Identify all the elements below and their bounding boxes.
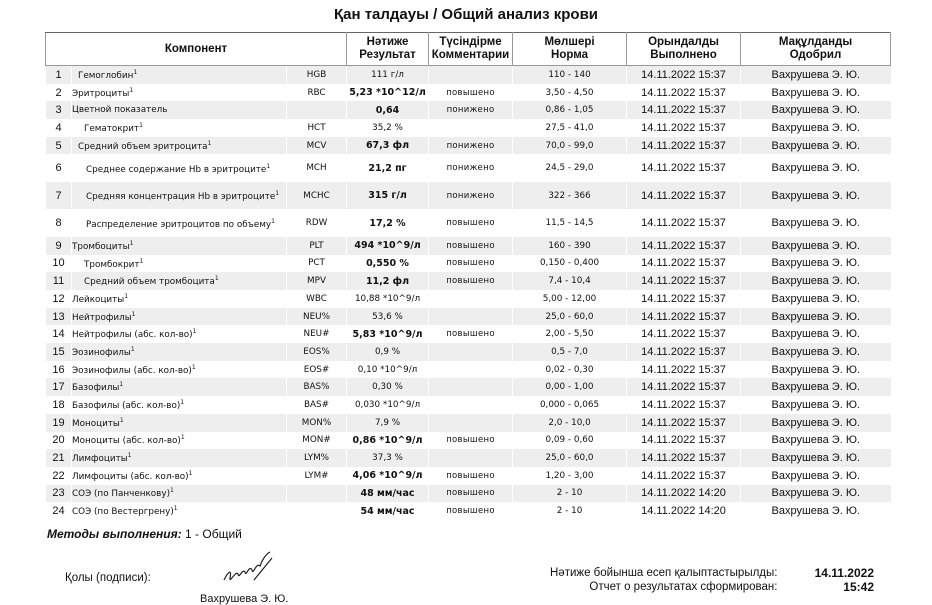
norm-value: 0,02 - 0,30: [513, 361, 627, 379]
result-value: 17,2 %: [347, 209, 429, 237]
norm-value: 70,0 - 99,0: [513, 137, 627, 155]
row-number: 23: [46, 485, 72, 503]
table-row: [46, 378, 891, 396]
row-number: 10: [46, 255, 72, 273]
comment-value: понижено: [429, 182, 513, 210]
comment-value: [429, 378, 513, 396]
component-name: Цветной показатель: [72, 101, 287, 119]
norm-value: 0,86 - 1,05: [513, 101, 627, 119]
row-number: 6: [46, 154, 72, 182]
norm-value: 0,000 - 0,065: [513, 396, 627, 414]
component-code: EOS%: [287, 343, 347, 361]
component-name: Распределение эритроцитов по объему$^1$: [72, 209, 287, 237]
header-approved: Мақұлданды Одобрил: [741, 33, 891, 66]
result-value: 37,3 %: [347, 449, 429, 467]
component-code: LYM#: [287, 467, 347, 485]
comment-value: [429, 396, 513, 414]
comment-value: понижено: [429, 154, 513, 182]
row-number: 21: [46, 449, 72, 467]
component-name: СОЭ (по Вестергрену)$^1$: [72, 502, 287, 520]
component-name: Базофилы (абс. кол-во)$^1$: [72, 396, 287, 414]
approved-by: Вахрушева Э. Ю.: [741, 119, 891, 137]
table-row: [46, 66, 891, 84]
row-number: 14: [46, 325, 72, 343]
component-code: MCH: [287, 154, 347, 182]
done-datetime: 14.11.2022 15:37: [627, 449, 741, 467]
component-code: MCHC: [287, 182, 347, 210]
norm-value: 2 - 10: [513, 502, 627, 520]
approved-by: Вахрушева Э. Ю.: [741, 449, 891, 467]
comment-value: повышено: [429, 467, 513, 485]
report-generated: Нәтиже бойынша есеп қалыптастырылды: Отчет о результатах сформирован:: [550, 567, 778, 593]
approved-by: Вахрушева Э. Ю.: [741, 137, 891, 155]
methods-value: 1 - Общий: [181, 527, 242, 541]
table-row: [46, 255, 891, 273]
done-datetime: 14.11.2022 15:37: [627, 182, 741, 210]
done-datetime: 14.11.2022 15:37: [627, 325, 741, 343]
result-value: 0,550 %: [347, 255, 429, 273]
table-row: [46, 467, 891, 485]
norm-value: 1,20 - 3,00: [513, 467, 627, 485]
methods-label: Методы выполнения:: [47, 527, 182, 541]
norm-value: 27,5 - 41,0: [513, 119, 627, 137]
done-datetime: 14.11.2022 15:37: [627, 84, 741, 102]
component-name: Эритроциты$^1$: [72, 84, 287, 102]
component-code: LYM%: [287, 449, 347, 467]
approved-by: Вахрушева Э. Ю.: [741, 343, 891, 361]
comment-value: повышено: [429, 255, 513, 273]
comment-value: повышено: [429, 485, 513, 503]
norm-value: 0,00 - 1,00: [513, 378, 627, 396]
component-code: BAS#: [287, 396, 347, 414]
done-datetime: 14.11.2022 15:37: [627, 237, 741, 255]
norm-value: 3,50 - 4,50: [513, 84, 627, 102]
approved-by: Вахрушева Э. Ю.: [741, 290, 891, 308]
comment-value: повышено: [429, 209, 513, 237]
table-row: [46, 485, 891, 503]
table-row: [46, 325, 891, 343]
row-number: 13: [46, 308, 72, 326]
result-value: 315 г/л: [347, 182, 429, 210]
component-name: Базофилы$^1$: [72, 378, 287, 396]
component-name: Гемоглобин$^1$: [72, 66, 287, 84]
result-value: 7,9 %: [347, 414, 429, 432]
table-row: [46, 449, 891, 467]
norm-value: 24,5 - 29,0: [513, 154, 627, 182]
row-number: 22: [46, 467, 72, 485]
table-row: [46, 502, 891, 520]
approved-by: Вахрушева Э. Ю.: [741, 378, 891, 396]
table-row: [46, 414, 891, 432]
table-row: [46, 290, 891, 308]
result-value: 53,6 %: [347, 308, 429, 326]
table-row: [46, 396, 891, 414]
result-value: 0,86 *10^9/л: [347, 432, 429, 450]
approved-by: Вахрушева Э. Ю.: [741, 308, 891, 326]
component-name: Моноциты (абс. кол-во)$^1$: [72, 432, 287, 450]
results-table: [45, 32, 891, 520]
component-code: HCT: [287, 119, 347, 137]
done-datetime: 14.11.2022 15:37: [627, 378, 741, 396]
component-code: PCT: [287, 255, 347, 273]
approved-by: Вахрушева Э. Ю.: [741, 272, 891, 290]
norm-value: 160 - 390: [513, 237, 627, 255]
done-datetime: 14.11.2022 15:37: [627, 154, 741, 182]
approved-by: Вахрушева Э. Ю.: [741, 101, 891, 119]
done-datetime: 14.11.2022 15:37: [627, 209, 741, 237]
methods-line: [47, 527, 242, 541]
component-name: Гематокрит$^1$: [72, 119, 287, 137]
component-name: Тромбоциты$^1$: [72, 237, 287, 255]
result-value: 67,3 фл: [347, 137, 429, 155]
norm-value: 0,5 - 7,0: [513, 343, 627, 361]
comment-value: повышено: [429, 84, 513, 102]
page-title: Қан талдауы / Общий анализ крови: [333, 6, 599, 23]
header-component: Компонент: [46, 33, 347, 66]
norm-value: 5,00 - 12,00: [513, 290, 627, 308]
approved-by: Вахрушева Э. Ю.: [741, 84, 891, 102]
result-value: 0,64: [347, 101, 429, 119]
approved-by: Вахрушева Э. Ю.: [741, 502, 891, 520]
component-name: Лейкоциты$^1$: [72, 290, 287, 308]
norm-value: 25,0 - 60,0: [513, 308, 627, 326]
comment-value: [429, 343, 513, 361]
component-code: RDW: [287, 209, 347, 237]
comment-value: [429, 361, 513, 379]
component-code: MCV: [287, 137, 347, 155]
component-code: MON%: [287, 414, 347, 432]
done-datetime: 14.11.2022 15:37: [627, 396, 741, 414]
approved-by: Вахрушева Э. Ю.: [741, 154, 891, 182]
approved-by: Вахрушева Э. Ю.: [741, 485, 891, 503]
done-datetime: 14.11.2022 15:37: [627, 101, 741, 119]
row-number: 11: [46, 272, 72, 290]
approved-by: Вахрушева Э. Ю.: [741, 414, 891, 432]
result-value: 54 мм/час: [347, 502, 429, 520]
row-number: 12: [46, 290, 72, 308]
result-value: 11,2 фл: [347, 272, 429, 290]
approved-by: Вахрушева Э. Ю.: [741, 182, 891, 210]
table-row: [46, 154, 891, 182]
row-number: 9: [46, 237, 72, 255]
result-value: 4,06 *10^9/л: [347, 467, 429, 485]
done-datetime: 14.11.2022 15:37: [627, 361, 741, 379]
norm-value: 322 - 366: [513, 182, 627, 210]
norm-value: 11,5 - 14,5: [513, 209, 627, 237]
table-row: [46, 137, 891, 155]
table-row: [46, 343, 891, 361]
component-code: NEU#: [287, 325, 347, 343]
table-row: [46, 237, 891, 255]
report-datetime: 14.11.2022 15:42: [814, 566, 874, 594]
norm-value: 2,0 - 10,0: [513, 414, 627, 432]
component-name: Средний объем эритроцита$^1$: [72, 137, 287, 155]
done-datetime: 14.11.2022 15:37: [627, 308, 741, 326]
done-datetime: 14.11.2022 15:37: [627, 290, 741, 308]
approved-by: Вахрушева Э. Ю.: [741, 467, 891, 485]
result-value: 5,83 *10^9/л: [347, 325, 429, 343]
result-value: 35,2 %: [347, 119, 429, 137]
component-name: Лимфоциты (абс. кол-во)$^1$: [72, 467, 287, 485]
done-datetime: 14.11.2022 15:37: [627, 272, 741, 290]
approved-by: Вахрушева Э. Ю.: [741, 66, 891, 84]
result-value: 0,10 *10^9/л: [347, 361, 429, 379]
comment-value: [429, 290, 513, 308]
done-datetime: 14.11.2022 15:37: [627, 66, 741, 84]
approved-by: Вахрушева Э. Ю.: [741, 432, 891, 450]
signer-name: Вахрушева Э. Ю.: [200, 593, 289, 605]
component-name: Лимфоциты$^1$: [72, 449, 287, 467]
approved-by: Вахрушева Э. Ю.: [741, 255, 891, 273]
component-code: NEU%: [287, 308, 347, 326]
norm-value: 2 - 10: [513, 485, 627, 503]
table-row: [46, 432, 891, 450]
component-name: СОЭ (по Панченкову)$^1$: [72, 485, 287, 503]
approved-by: Вахрушева Э. Ю.: [741, 325, 891, 343]
component-code: HGB: [287, 66, 347, 84]
table-row: [46, 182, 891, 210]
comment-value: [429, 66, 513, 84]
norm-value: 25,0 - 60,0: [513, 449, 627, 467]
result-value: 0,9 %: [347, 343, 429, 361]
comment-value: понижено: [429, 137, 513, 155]
row-number: 18: [46, 396, 72, 414]
result-value: 0,30 %: [347, 378, 429, 396]
comment-value: повышено: [429, 502, 513, 520]
row-number: 15: [46, 343, 72, 361]
header-result: Нәтиже Результат: [347, 33, 429, 66]
done-datetime: 14.11.2022 14:20: [627, 502, 741, 520]
component-name: Моноциты$^1$: [72, 414, 287, 432]
table-row: [46, 119, 891, 137]
approved-by: Вахрушева Э. Ю.: [741, 361, 891, 379]
done-datetime: 14.11.2022 14:20: [627, 485, 741, 503]
done-datetime: 14.11.2022 15:37: [627, 432, 741, 450]
component-code: MON#: [287, 432, 347, 450]
component-code: [287, 101, 347, 119]
component-name: Нейтрофилы (абс. кол-во)$^1$: [72, 325, 287, 343]
table-header: [46, 33, 891, 66]
comment-value: повышено: [429, 325, 513, 343]
header-comment: Түсіндірме Комментарии: [429, 33, 513, 66]
norm-value: 0,09 - 0,60: [513, 432, 627, 450]
table-row: [46, 84, 891, 102]
component-code: RBC: [287, 84, 347, 102]
row-number: 5: [46, 137, 72, 155]
component-name: Средняя концентрация Hb в эритроците$^1$: [72, 182, 287, 210]
comment-value: понижено: [429, 101, 513, 119]
result-value: 494 *10^9/л: [347, 237, 429, 255]
row-number: 4: [46, 119, 72, 137]
table-row: [46, 272, 891, 290]
comment-value: повышено: [429, 432, 513, 450]
component-name: Эозинофилы (абс. кол-во)$^1$: [72, 361, 287, 379]
approved-by: Вахрушева Э. Ю.: [741, 237, 891, 255]
component-name: Нейтрофилы$^1$: [72, 308, 287, 326]
component-code: WBC: [287, 290, 347, 308]
approved-by: Вахрушева Э. Ю.: [741, 209, 891, 237]
done-datetime: 14.11.2022 15:37: [627, 343, 741, 361]
row-number: 3: [46, 101, 72, 119]
component-name: Тромбокрит$^1$: [72, 255, 287, 273]
done-datetime: 14.11.2022 15:37: [627, 467, 741, 485]
table-row: [46, 101, 891, 119]
row-number: 20: [46, 432, 72, 450]
signature-label: Қолы (подписи):: [65, 572, 151, 584]
norm-value: 0,150 - 0,400: [513, 255, 627, 273]
row-number: 24: [46, 502, 72, 520]
comment-value: повышено: [429, 272, 513, 290]
signature-image: [220, 550, 280, 592]
norm-value: 7,4 - 10,4: [513, 272, 627, 290]
header-norm: Мөлшері Норма: [513, 33, 627, 66]
comment-value: повышено: [429, 237, 513, 255]
component-code: [287, 485, 347, 503]
component-code: PLT: [287, 237, 347, 255]
row-number: 16: [46, 361, 72, 379]
norm-value: 2,00 - 5,50: [513, 325, 627, 343]
result-value: 5,23 *10^12/л: [347, 84, 429, 102]
result-value: 10,88 *10^9/л: [347, 290, 429, 308]
table-row: [46, 209, 891, 237]
row-number: 19: [46, 414, 72, 432]
done-datetime: 14.11.2022 15:37: [627, 414, 741, 432]
done-datetime: 14.11.2022 15:37: [627, 137, 741, 155]
table-row: [46, 361, 891, 379]
component-name: Средний объем тромбоцита$^1$: [72, 272, 287, 290]
table-row: [46, 308, 891, 326]
comment-value: [429, 414, 513, 432]
approved-by: Вахрушева Э. Ю.: [741, 396, 891, 414]
row-number: 7: [46, 182, 72, 210]
result-value: 111 г/л: [347, 66, 429, 84]
row-number: 1: [46, 66, 72, 84]
row-number: 2: [46, 84, 72, 102]
result-value: 0,030 *10^9/л: [347, 396, 429, 414]
comment-value: [429, 449, 513, 467]
header-done: Орындалды Выполнено: [627, 33, 741, 66]
component-name: Среднее содержание Hb в эритроците$^1$: [72, 154, 287, 182]
component-code: BAS%: [287, 378, 347, 396]
component-name: Эозинофилы$^1$: [72, 343, 287, 361]
component-code: EOS#: [287, 361, 347, 379]
norm-value: 110 - 140: [513, 66, 627, 84]
row-number: 17: [46, 378, 72, 396]
comment-value: [429, 308, 513, 326]
result-value: 21,2 пг: [347, 154, 429, 182]
result-value: 48 мм/час: [347, 485, 429, 503]
component-code: MPV: [287, 272, 347, 290]
done-datetime: 14.11.2022 15:37: [627, 119, 741, 137]
done-datetime: 14.11.2022 15:37: [627, 255, 741, 273]
comment-value: [429, 119, 513, 137]
row-number: 8: [46, 209, 72, 237]
component-code: [287, 502, 347, 520]
